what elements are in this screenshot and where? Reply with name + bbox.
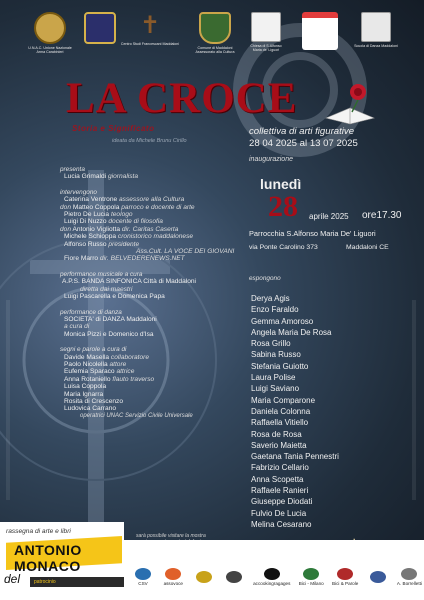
side-rule	[412, 300, 416, 500]
program-line: a cura di	[64, 323, 90, 331]
artist-name: Rosa Grillo	[251, 339, 291, 349]
logo-dove	[298, 12, 342, 50]
logo-lyre	[78, 12, 122, 44]
program-line: don Matteo Coppola parroco e docente di arte	[60, 203, 195, 211]
municipal-crest-icon	[199, 12, 231, 44]
program-line: Ass.Cult. LA VOCE DEI GIOVANI	[136, 248, 235, 256]
program-heading: intervengono	[60, 188, 97, 196]
program-line: Paolo Nicolella attore	[64, 360, 127, 368]
program-line: Caterina Ventrone assessore alla Cultura	[64, 196, 185, 204]
address: via Ponte Carolino 373	[249, 244, 318, 251]
artist-name: Enzo Faraldo	[251, 305, 299, 315]
program-line: Monica Pizzi e Domenico d'Isa	[64, 330, 154, 338]
rose-book-icon	[322, 78, 378, 126]
program-line: Davide Masella collaboratore	[64, 353, 150, 361]
sponsor-label: assovoce	[163, 581, 183, 586]
artist-list-heading: espongono	[249, 275, 281, 282]
bc-logo-icon	[223, 564, 245, 590]
logo-caption: U.N.A.C. Unione Nazionale Arma Carabinieri	[28, 46, 72, 55]
program-line: A.P.S. BANDA SINFONICA Città di Maddaloni	[62, 278, 197, 286]
side-rule	[6, 300, 10, 500]
artist-name: Saverio Maietta	[251, 440, 307, 450]
rassegna-brand: ANTONIO MONACO	[14, 542, 82, 574]
assovoce-logo-icon	[162, 564, 184, 590]
program-line: Luigi Di Nuzzo docente di filosofia	[64, 218, 163, 226]
artist-name: Fabrizio Cellario	[251, 463, 309, 473]
franciscan-cross-icon: ✝	[139, 12, 161, 39]
dance-school-icon	[361, 12, 391, 42]
logo-caption: Centro Studi Francescani Maddaloni	[120, 42, 180, 46]
csv-logo-icon	[132, 564, 154, 590]
program-line: diretta dai maestri	[80, 285, 133, 293]
logo-unac	[28, 12, 72, 55]
artist-name: Giuseppe Diodati	[251, 497, 313, 507]
program-line: Alfonso Russo presidente	[64, 240, 140, 248]
program-line: Eufemia Sparaco attrice	[64, 368, 135, 376]
program-line: Luisa Coppola	[64, 383, 107, 391]
rassegna-line: rassegna di arte e libri	[6, 528, 71, 535]
program-line: Fiore Marro dir. BELVEDERENEWS.NET	[64, 255, 185, 263]
sponsor-label: Bici - Milano	[298, 581, 324, 586]
colorful-circle-logo-icon	[193, 564, 215, 590]
event-day: 28	[268, 190, 298, 223]
program-heading: segni e parole a cura di	[60, 346, 127, 354]
logo-caption: Comune di Maddaloni Assessorato alla Cultura	[195, 46, 235, 55]
inaugurazione-label: inaugurazione	[249, 156, 293, 163]
page-title: LA CROCE	[66, 75, 298, 122]
event-month-year: aprile 2025	[309, 212, 349, 221]
artist-name: Sabina Russo	[251, 350, 301, 360]
program-line: don Antonio Vigliotta dir. Caritas Caserta	[60, 225, 179, 233]
artist-name: Angela Maria De Rosa	[251, 327, 332, 337]
sponsor-label: accookingragages	[253, 581, 291, 586]
program-line: Ludovica Carrano	[64, 405, 117, 413]
artist-name: Raffaele Ranieri	[251, 486, 309, 496]
rassegna-ribbon: patrocinio	[30, 577, 124, 587]
program-column	[60, 166, 250, 420]
exhibition-dates: 28 04 2025 al 13 07 2025	[249, 138, 358, 149]
sponsor-logos	[132, 562, 422, 592]
visit-note: sarà possibile visitare la mostra	[136, 533, 206, 539]
program-line: Michele Schioppa cronistorico maddalonese	[64, 233, 194, 241]
borrelletti-logo-icon	[397, 564, 422, 590]
city: Maddaloni CE	[346, 244, 389, 251]
artist-name: Derya Agis	[251, 294, 290, 303]
program-line: Pietro De Lucia teologo	[64, 211, 133, 219]
artist-name: Laura Polise	[251, 373, 296, 383]
weekday: lunedì	[260, 176, 302, 192]
artist-name: Gemma Amoroso	[251, 316, 314, 326]
logo-church	[246, 12, 286, 53]
logo-dance-school	[354, 12, 398, 48]
program-line: SOCIETA' di DANZA Maddaloni	[64, 315, 157, 323]
program-line: Lucia Grimaldi giornalista	[64, 173, 139, 181]
event-time: ore17.30	[362, 210, 402, 221]
logo-caption: Scuola di Danza Maddaloni	[354, 44, 398, 48]
logo-franciscan	[120, 12, 180, 46]
rassegna-prefix: del	[4, 572, 21, 586]
sponsor-label: A. Borrelletti	[396, 581, 422, 586]
artist-list	[251, 293, 339, 530]
artist-name: Luigi Saviano	[251, 384, 300, 394]
artist-name: Fulvio De Lucia	[251, 508, 307, 518]
exhibition-type: collettiva di arti figurative	[249, 126, 355, 137]
program-line: Rosita di Crescenzo	[64, 397, 124, 405]
tagline: ideata da Michele Brunu Cirillo	[112, 138, 187, 144]
artist-name: Daniela Colonna	[251, 406, 311, 416]
program-heading: performance di danza	[60, 308, 122, 316]
bici-logo-icon	[299, 564, 324, 590]
emblem-logo-icon	[367, 564, 389, 590]
program-line: operatrici UNAC Servizio Civile Universale	[80, 412, 193, 419]
dove-emblem-icon	[302, 12, 338, 50]
artist-name: Maria Comparone	[251, 395, 316, 405]
program-heading: presenta	[60, 166, 85, 173]
bici-parole-logo-icon	[332, 564, 358, 590]
subtitle: Storia e Significato	[72, 124, 155, 133]
cooking-logo-icon	[253, 564, 290, 590]
artist-name: Rosa de Rosa	[251, 429, 302, 439]
venue: Parrocchia S.Alfonso Maria De' Liguori	[249, 229, 376, 238]
sponsor-label: Bici & Parole	[332, 581, 359, 586]
artist-name: Anna Scopetta	[251, 474, 304, 484]
program-line: Luigi Pascarella e Domenica Papa	[64, 293, 165, 301]
artist-name: Gaetana Tania Pennestri	[251, 452, 339, 462]
sponsor-label: CSV	[138, 581, 148, 586]
church-drawing-icon	[251, 12, 281, 42]
unac-emblem-icon	[34, 12, 66, 44]
logo-municipality	[190, 12, 240, 55]
artist-name: Raffaella Vitiello	[251, 418, 309, 428]
artist-name: Melina Cesarano	[251, 519, 312, 529]
artist-name: Stefania Guiotto	[251, 361, 309, 371]
rassegna-block	[0, 522, 124, 600]
program-heading: performance musicale a cura	[60, 270, 143, 278]
program-line: Anna Rotaniello flauto traverso	[64, 375, 155, 383]
logo-caption: Chiesa di S.Alfonso Maria de' Liguori	[250, 44, 282, 53]
lyre-emblem-icon	[84, 12, 116, 44]
program-line: Maria Ignarra	[64, 390, 104, 398]
